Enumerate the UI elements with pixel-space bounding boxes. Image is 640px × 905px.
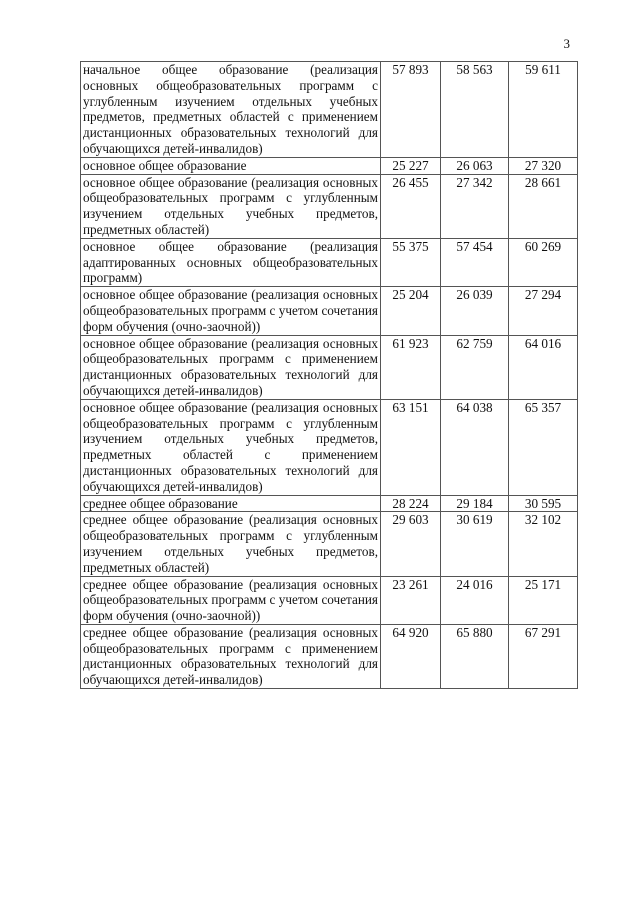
row-description: основное общее образование (реализация основных общеобразовательных программ с применением дистанционных образовательных технологий для обучающихся детей-инвалидов)	[81, 335, 381, 399]
page-number: 3	[563, 36, 570, 51]
value-year-2: 26 039	[441, 287, 509, 335]
value-year-2: 57 454	[441, 238, 509, 286]
row-description: основное общее образование	[81, 157, 381, 174]
table-row	[81, 157, 578, 174]
table-row	[81, 238, 578, 286]
value-year-1: 26 455	[381, 174, 441, 238]
table-row	[81, 287, 578, 335]
row-description: среднее общее образование (реализация основных общеобразовательных программ с применением дистанционных образовательных технологий для обучающихся детей-инвалидов)	[81, 624, 381, 688]
value-year-2: 30 619	[441, 512, 509, 576]
table-row	[81, 399, 578, 495]
row-description: среднее общее образование (реализация основных общеобразовательных программ с углубленным изучением отдельных учебных предметов, предметных областей)	[81, 512, 381, 576]
value-year-3: 27 294	[509, 287, 578, 335]
value-year-3: 59 611	[509, 62, 578, 158]
value-year-1: 63 151	[381, 399, 441, 495]
value-year-3: 32 102	[509, 512, 578, 576]
row-description: основное общее образование (реализация основных общеобразовательных программ с учетом сочетания форм обучения (очно-заочной))	[81, 287, 381, 335]
value-year-3: 60 269	[509, 238, 578, 286]
value-year-2: 64 038	[441, 399, 509, 495]
row-description: среднее общее образование (реализация основных общеобразовательных программ с учетом сочетания форм обучения (очно-заочной))	[81, 576, 381, 624]
value-year-2: 29 184	[441, 495, 509, 512]
table-row	[81, 62, 578, 158]
value-year-2: 27 342	[441, 174, 509, 238]
value-year-3: 64 016	[509, 335, 578, 399]
value-year-2: 24 016	[441, 576, 509, 624]
value-year-1: 61 923	[381, 335, 441, 399]
value-year-1: 64 920	[381, 624, 441, 688]
value-year-2: 26 063	[441, 157, 509, 174]
table-row	[81, 174, 578, 238]
table-row	[81, 624, 578, 688]
row-description: основное общее образование (реализация основных общеобразовательных программ с углубленным изучением отдельных учебных предметов, предметных областей с применением дистанционных образовательных технологий для обучающихся детей-инвалидов)	[81, 399, 381, 495]
row-description: основное общее образование (реализация основных общеобразовательных программ с углубленным изучением отдельных учебных предметов, предметных областей)	[81, 174, 381, 238]
value-year-1: 25 227	[381, 157, 441, 174]
table-row	[81, 576, 578, 624]
value-year-2: 62 759	[441, 335, 509, 399]
value-year-3: 28 661	[509, 174, 578, 238]
row-description: начальное общее образование (реализация основных общеобразовательных программ с углубленным изучением отдельных учебных предметов, предметных областей с применением дистанционных образовательных технологий для обучающихся детей-инвалидов)	[81, 62, 381, 158]
value-year-3: 25 171	[509, 576, 578, 624]
value-year-1: 25 204	[381, 287, 441, 335]
value-year-1: 23 261	[381, 576, 441, 624]
value-year-3: 30 595	[509, 495, 578, 512]
value-year-1: 28 224	[381, 495, 441, 512]
value-year-3: 65 357	[509, 399, 578, 495]
value-year-2: 58 563	[441, 62, 509, 158]
row-description: среднее общее образование	[81, 495, 381, 512]
row-description: основное общее образование (реализация адаптированных основных общеобразовательных программ)	[81, 238, 381, 286]
table-row	[81, 512, 578, 576]
value-year-3: 67 291	[509, 624, 578, 688]
value-year-1: 55 375	[381, 238, 441, 286]
table-row	[81, 335, 578, 399]
table-row	[81, 495, 578, 512]
value-year-2: 65 880	[441, 624, 509, 688]
value-year-1: 57 893	[381, 62, 441, 158]
value-year-1: 29 603	[381, 512, 441, 576]
cost-table	[80, 61, 578, 689]
value-year-3: 27 320	[509, 157, 578, 174]
